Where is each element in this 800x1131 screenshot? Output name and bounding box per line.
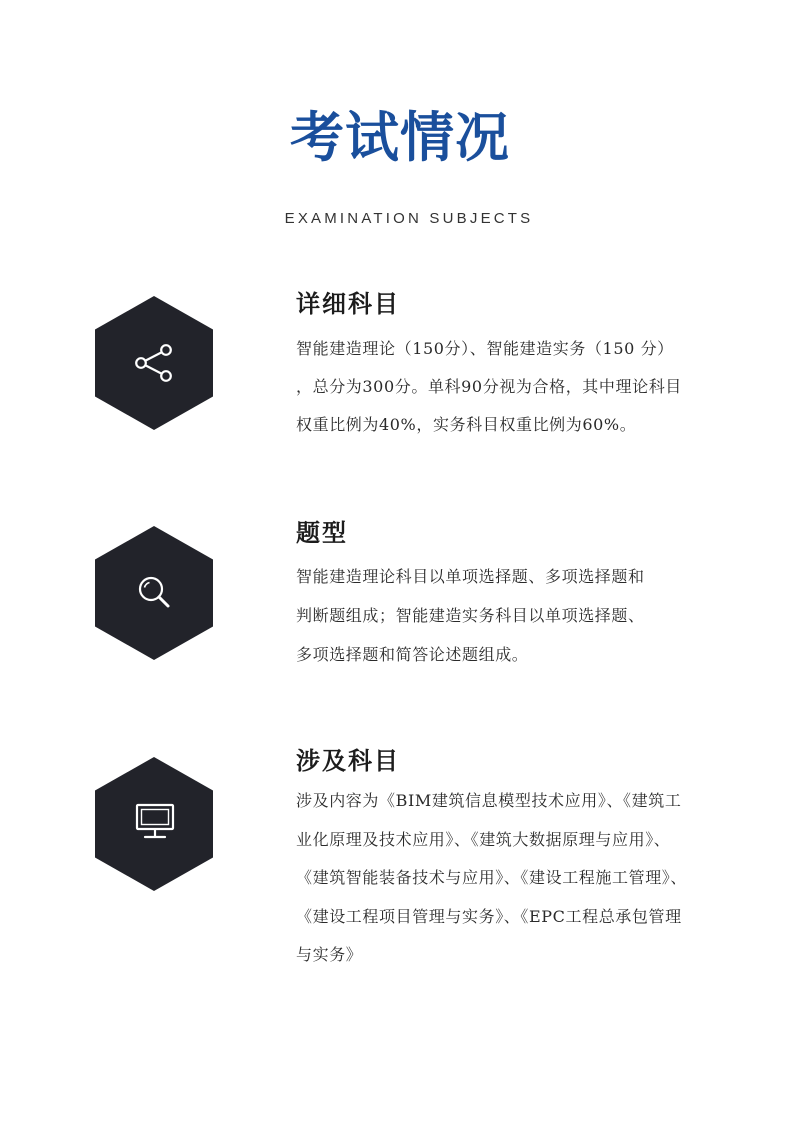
body-line: 与实务》 [296,945,363,964]
hexagon-badge [95,757,213,891]
body-line: 智能建造理论科目以单项选择题、多项选择题和 [296,567,645,586]
body-line: 《建设工程项目管理与实务》、《EPC工程总承包管理 [296,906,682,926]
body-line: ，总分为300分。单科90分视为合格，其中理论科目 [296,377,682,396]
body-line: 涉及内容为《BIM建筑信息模型技术应用》、《建筑工 [296,791,682,810]
section-heading: 题型 [296,518,348,547]
hexagon-badge [95,526,213,660]
section-body [296,557,766,674]
body-line: 业化原理及技术应用》、《建筑大数据原理与应用》、 [296,829,671,849]
page-title: 考试情况 [290,106,510,169]
section-body [296,330,766,444]
hexagon-badge [95,296,213,430]
body-line: 《建筑智能装备技术与应用》、《建设工程施工管理》、 [296,868,688,887]
section-heading: 涉及科目 [296,746,400,775]
section-heading: 详细科目 [296,289,400,318]
body-line: 智能建造理论（150分）、智能建造实务（150 分） [296,339,674,358]
body-line: 权重比例为40%，实务科目权重比例为60%。 [296,415,637,434]
page-subtitle: EXAMINATION SUBJECTS [284,210,534,227]
body-line: 判断题组成；智能建造实务科目以单项选择题、 [296,606,645,625]
section-body [296,782,766,975]
body-line: 多项选择题和简答论述题组成。 [296,645,529,664]
